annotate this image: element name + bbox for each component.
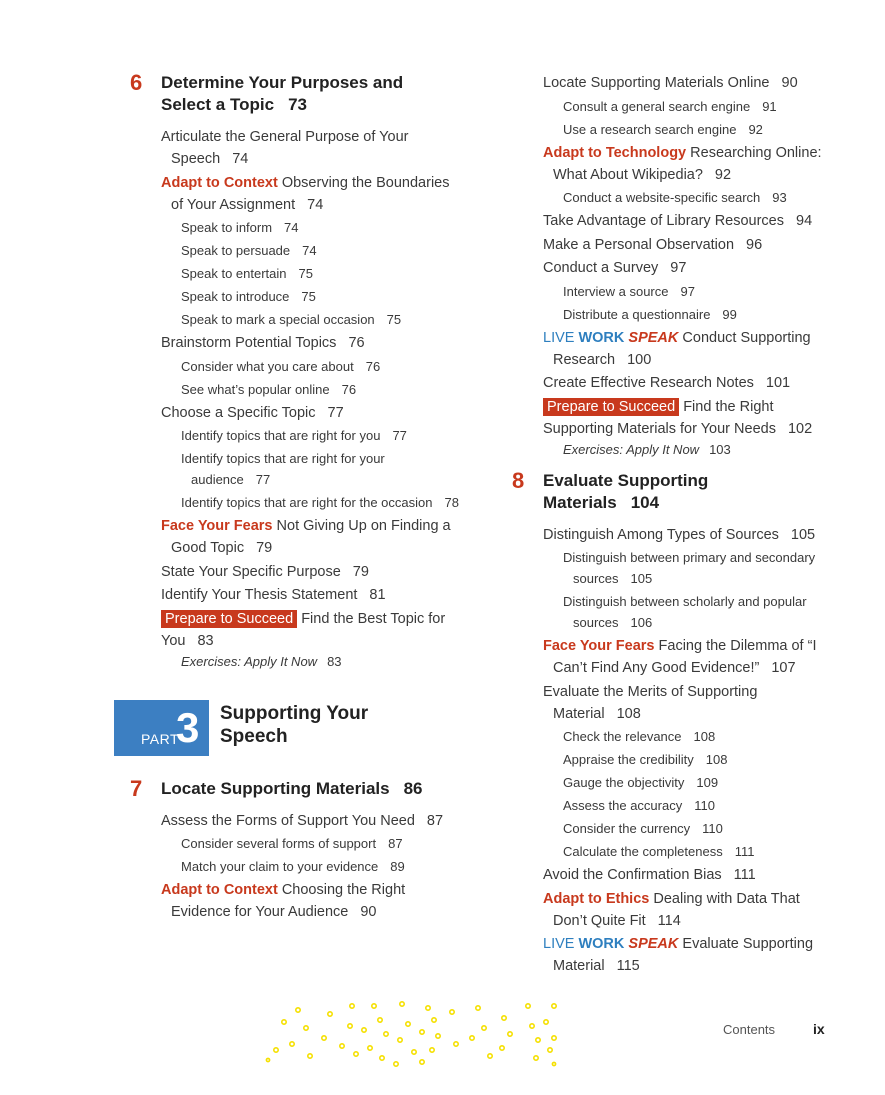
toc-feature-entry[interactable]: Adapt to Ethics Dealing with Data That Don’t Quite Fit 114 bbox=[543, 890, 800, 929]
toc-subentry[interactable]: Check the relevance 108 bbox=[563, 729, 716, 744]
toc-entry[interactable]: Choose a Specific Topic 77 bbox=[161, 404, 344, 421]
chapter-number: 7 bbox=[130, 775, 143, 801]
speak-label: SPEAK bbox=[628, 329, 679, 346]
toc-prepare-entry[interactable]: Prepare to Succeed Find the Best Topic for You 83 bbox=[161, 610, 446, 649]
toc-entry[interactable]: Articulate the General Purpose of Your Speech 74 bbox=[161, 129, 409, 167]
part-3-banner bbox=[114, 700, 463, 756]
toc-entry[interactable]: Make a Personal Observation 96 bbox=[543, 236, 763, 253]
toc-subentry[interactable]: Appraise the credibility 108 bbox=[563, 752, 728, 767]
decorative-dots bbox=[262, 1000, 562, 1070]
live-label: LIVE bbox=[543, 329, 575, 346]
toc-feature-entry[interactable]: Face Your Fears Facing the Dilemma of “I Can’t Find Any Good Evidence!” 107 bbox=[543, 638, 817, 676]
feature-label: Adapt to Context bbox=[161, 174, 278, 191]
toc-subentry[interactable]: Speak to introduce 75 bbox=[181, 289, 316, 304]
toc-subentry[interactable]: Distinguish between scholarly and popular sources 106 bbox=[563, 594, 807, 630]
toc-subentry[interactable]: Consider the currency 110 bbox=[563, 821, 723, 836]
toc-entry[interactable]: Conduct a Survey 97 bbox=[543, 260, 687, 276]
prepare-to-succeed-badge: Prepare to Succeed bbox=[161, 610, 297, 628]
toc-subentry[interactable]: Identify topics that are right for the occasion 78 bbox=[181, 495, 459, 510]
live-label: LIVE bbox=[543, 936, 575, 952]
toc-subentry[interactable]: Gauge the objectivity 109 bbox=[563, 775, 719, 790]
toc-entry[interactable]: Evaluate the Merits of Supporting Material 108 bbox=[543, 683, 758, 722]
toc-feature-entry[interactable]: Adapt to Technology Researching Online: What About Wikipedia? 92 bbox=[543, 144, 822, 183]
toc-exercises-entry[interactable]: Exercises: Apply It Now 103 bbox=[563, 441, 731, 457]
toc-subentry[interactable]: Consult a general search engine 91 bbox=[563, 98, 777, 114]
toc-left-column bbox=[118, 72, 463, 925]
chapter-title[interactable]: Evaluate Supporting Materials 104 bbox=[543, 470, 709, 512]
feature-label: Adapt to Technology bbox=[543, 144, 687, 161]
chapter-6-heading bbox=[118, 72, 463, 116]
toc-entry[interactable]: Brainstorm Potential Topics 76 bbox=[161, 335, 365, 351]
toc-subentry[interactable]: Identify topics that are right for you 77 bbox=[181, 428, 407, 443]
chapter-title[interactable]: Locate Supporting Materials 86 bbox=[161, 778, 423, 798]
toc-feature-entry[interactable]: Adapt to Context Observing the Boundaries of Your Assignment 74 bbox=[161, 174, 450, 213]
work-label: WORK bbox=[578, 936, 625, 952]
toc-entry[interactable]: Assess the Forms of Support You Need 87 bbox=[161, 812, 444, 829]
toc-live-work-speak-entry[interactable]: LIVE WORK SPEAK Conduct Supporting Research 100 bbox=[543, 329, 811, 368]
toc-entry[interactable]: State Your Specific Purpose 79 bbox=[161, 563, 369, 580]
toc-subentry[interactable]: Use a research search engine 92 bbox=[563, 121, 763, 137]
toc-feature-entry[interactable]: Adapt to Context Choosing the Right Evidence for Your Audience 90 bbox=[161, 882, 406, 920]
prepare-to-succeed-badge: Prepare to Succeed bbox=[543, 398, 679, 416]
feature-label: Face Your Fears bbox=[161, 518, 273, 534]
chapter-number: 6 bbox=[130, 70, 143, 95]
feature-label: Face Your Fears bbox=[543, 638, 655, 654]
toc-subentry[interactable]: Speak to mark a special occasion 75 bbox=[181, 312, 402, 327]
toc-exercises-entry[interactable]: Exercises: Apply It Now 83 bbox=[181, 653, 342, 669]
toc-entry[interactable]: Identify Your Thesis Statement 81 bbox=[161, 587, 386, 603]
toc-subentry[interactable]: Speak to persuade 74 bbox=[181, 243, 317, 258]
feature-label: Adapt to Context bbox=[161, 882, 278, 898]
toc-live-work-speak-entry[interactable]: LIVE WORK SPEAK Evaluate Supporting Material 115 bbox=[543, 936, 814, 974]
toc-subentry[interactable]: Conduct a website-specific search 93 bbox=[563, 190, 787, 205]
toc-subentry[interactable]: Distribute a questionnaire 99 bbox=[563, 306, 737, 322]
chapter-title[interactable]: Determine Your Purposes and Select a Topic 73 bbox=[161, 73, 404, 114]
toc-subentry[interactable]: Consider several forms of support 87 bbox=[181, 836, 403, 851]
toc-subentry[interactable]: Speak to inform 74 bbox=[181, 220, 299, 235]
toc-subentry[interactable]: Assess the accuracy 110 bbox=[563, 798, 715, 813]
page-number: ix bbox=[813, 1021, 825, 1037]
toc-entry[interactable]: Create Effective Research Notes 101 bbox=[543, 375, 791, 391]
toc-entry[interactable]: Take Advantage of Library Resources 94 bbox=[543, 213, 813, 229]
toc-subentry[interactable]: Identify topics that are right for your audience 77 bbox=[181, 451, 385, 487]
toc-subentry[interactable]: Match your claim to your evidence 89 bbox=[181, 859, 405, 874]
chapter-8-heading bbox=[500, 467, 830, 514]
feature-label: Adapt to Ethics bbox=[543, 890, 650, 907]
part-title[interactable]: Supporting Your Speech bbox=[220, 702, 369, 747]
toc-prepare-entry[interactable]: Prepare to Succeed Find the Right Supporting Materials for Your Needs 102 bbox=[543, 398, 813, 437]
chapter-7-heading bbox=[118, 775, 463, 801]
toc-entry[interactable]: Distinguish Among Types of Sources 105 bbox=[543, 526, 816, 543]
toc-right-column bbox=[500, 72, 830, 979]
toc-subentry[interactable]: Interview a source 97 bbox=[563, 283, 695, 299]
toc-subentry[interactable]: Consider what you care about 76 bbox=[181, 358, 381, 374]
chapter-number: 8 bbox=[512, 467, 525, 493]
part-box: PART 3 bbox=[114, 700, 209, 756]
toc-subentry[interactable]: Speak to entertain 75 bbox=[181, 266, 313, 281]
work-label: WORK bbox=[578, 329, 625, 346]
toc-subentry[interactable]: Calculate the completeness 111 bbox=[563, 844, 755, 859]
toc-entry[interactable]: Avoid the Confirmation Bias 111 bbox=[543, 867, 756, 883]
footer-section-label: Contents bbox=[723, 1022, 776, 1037]
toc-entry[interactable]: Locate Supporting Materials Online 90 bbox=[543, 75, 798, 91]
speak-label: SPEAK bbox=[628, 936, 679, 952]
toc-subentry[interactable]: See what’s popular online 76 bbox=[181, 381, 357, 397]
toc-subentry[interactable]: Distinguish between primary and secondary sources 105 bbox=[563, 550, 816, 586]
toc-feature-entry[interactable]: Face Your Fears Not Giving Up on Finding a Good Topic 79 bbox=[161, 518, 451, 556]
